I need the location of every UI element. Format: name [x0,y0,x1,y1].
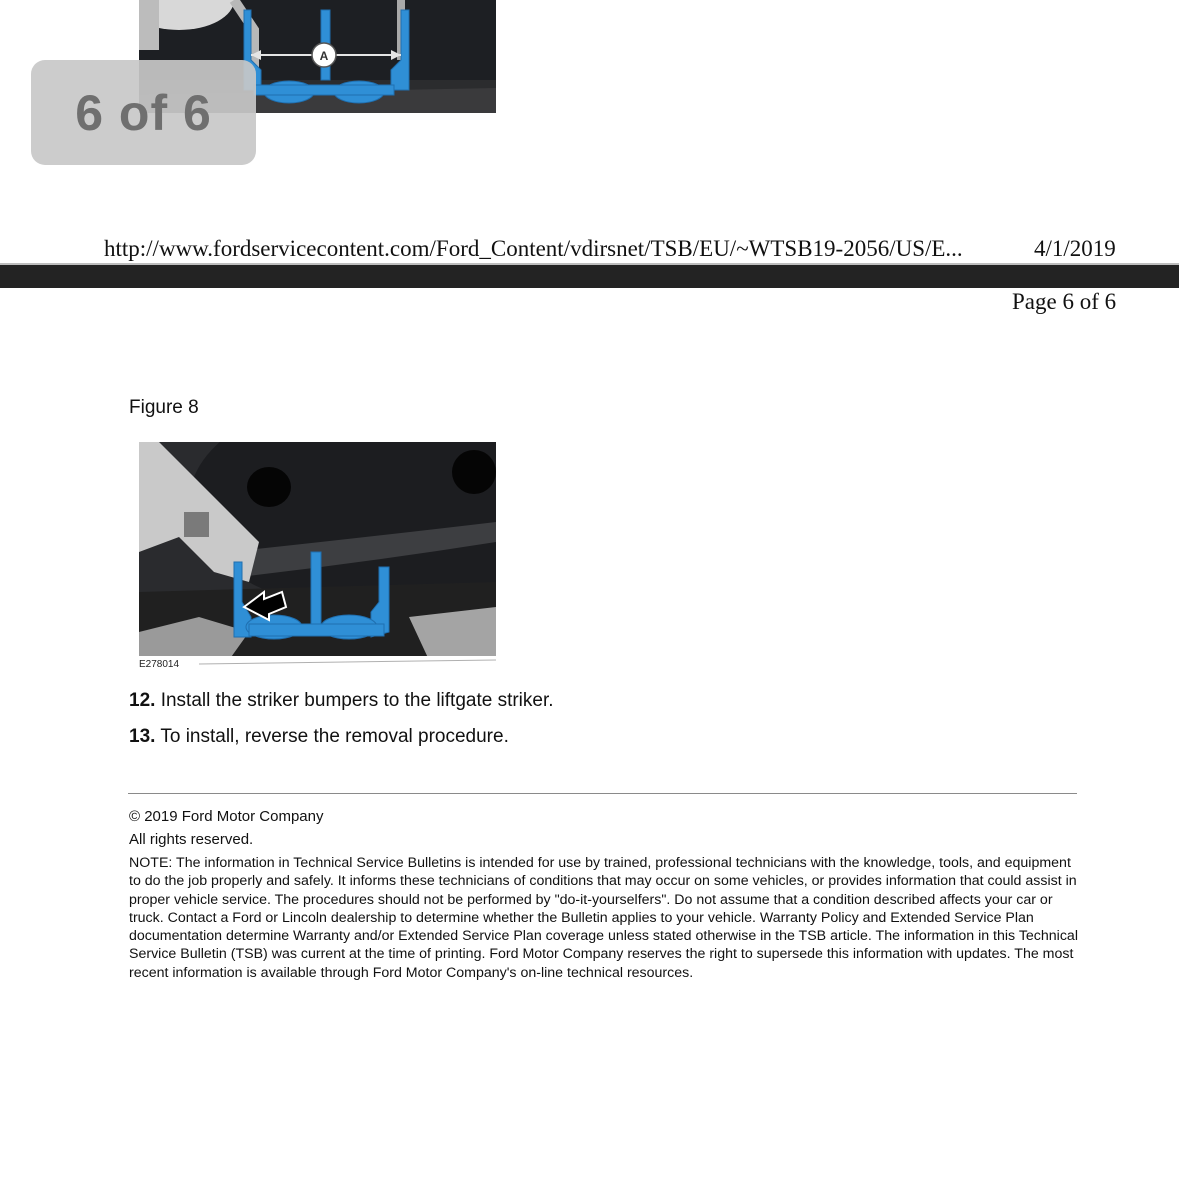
step-13-number: 13. [129,726,156,747]
page-number: Page 6 of 6 [1012,289,1117,314]
figure-8-image [139,442,496,669]
page-indicator-badge: 6 of 6 [31,60,256,165]
step-13-text: To install, reverse the removal procedure. [155,726,509,747]
figure-image-id: E278014 [139,659,180,669]
copyright: © 2019 Ford Motor Company [129,808,324,825]
figure-caption: Figure 8 [129,397,199,418]
disclaimer-note: NOTE: The information in Technical Service Bulletins is intended for use by trained, professional technicians with the knowledge, tools, and equipment to do the job properly and safely. It informs these technicians of conditions that may occur on some vehicles, or provides information that could assist in proper vehicle service. The procedures should not be performed by "do-it-yourselfers". Do not assume that a condition described affects your car or truck. Contact a Ford or Lincoln dealership to determine whether the Bulletin applies to your vehicle. Warranty Policy and Extended Service Plan documentation determine Warranty and/or Extended Service Plan coverage unless stated otherwise in the TSB article. The information in this Technical Service Bulletin (TSB) was current at the time of printing. Ford Motor Company reserves the right to supersede this information with updates. The most recent information is available through Ford Motor Company's on-line technical resources. [129,855,1078,981]
print-date: 4/1/2019 [1034,236,1116,261]
footer-divider [128,793,1077,794]
print-url: http://www.fordservicecontent.com/Ford_Content/vdirsnet/TSB/EU/~WTSB19-2056/US/E... [104,236,963,261]
step-12-text: Install the striker bumpers to the liftgate striker. [155,690,554,711]
step-12-number: 12. [129,690,156,711]
liftgate-striker-illustration [139,442,496,669]
page-break-bar [0,265,1179,288]
callout-a-label: A [319,49,329,63]
step-13 [129,726,509,748]
rights-reserved: All rights reserved. [129,831,254,848]
step-12 [129,690,554,712]
